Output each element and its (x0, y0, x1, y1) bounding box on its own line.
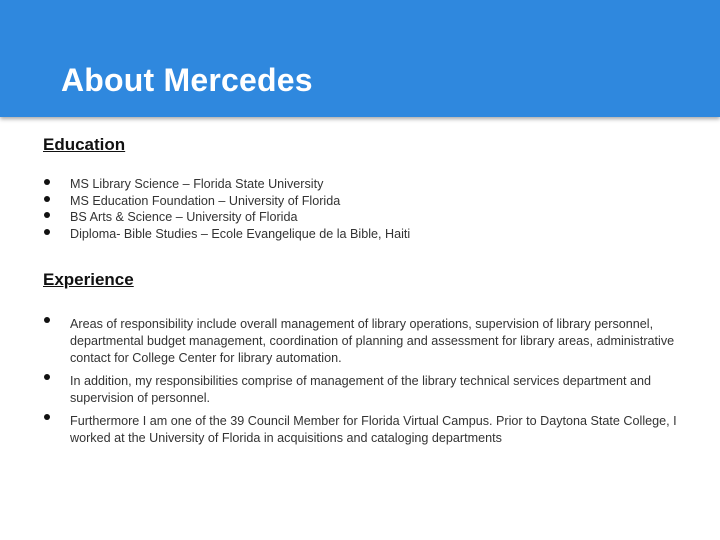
bullet-icon (44, 414, 50, 420)
bullet-icon (44, 374, 50, 380)
education-item (43, 176, 683, 193)
education-item-text: Diploma- Bible Studies – Ecole Evangelique de la Bible, Haiti (70, 226, 411, 241)
experience-item (43, 316, 683, 367)
education-item (43, 226, 683, 243)
title-bar (0, 0, 720, 117)
education-item-text: MS Education Foundation – University of Florida (70, 193, 341, 208)
education-item (43, 193, 683, 210)
bullet-icon (44, 229, 50, 235)
experience-item-text: In addition, my responsibilities comprise of management of the library technical services department and supervision of personnel. (70, 374, 651, 405)
experience-item-text: Furthermore I am one of the 39 Council Member for Florida Virtual Campus. Prior to Daytona State College, I worked at the University of Florida in acquisitions and cataloging departments (70, 414, 677, 445)
education-heading: Education (43, 135, 126, 154)
experience-heading: Experience (43, 270, 134, 289)
experience-item (43, 413, 683, 447)
education-list (43, 176, 683, 242)
experience-item-text: Areas of responsibility include overall management of library operations, supervision of library personnel, departmental budget management, coordination of planning and assessment for library areas, administrative contact for College Center for library automation. (70, 317, 675, 365)
education-item-text: MS Library Science – Florida State University (70, 177, 324, 191)
slide-title: About Mercedes (61, 62, 313, 98)
bullet-icon (44, 317, 50, 323)
experience-item (43, 373, 683, 407)
education-item (43, 209, 683, 226)
bullet-icon (44, 179, 50, 185)
bullet-icon (44, 212, 50, 218)
education-item-text: BS Arts & Science – University of Florida (70, 210, 298, 225)
bullet-icon (44, 196, 50, 202)
experience-list (43, 316, 683, 447)
